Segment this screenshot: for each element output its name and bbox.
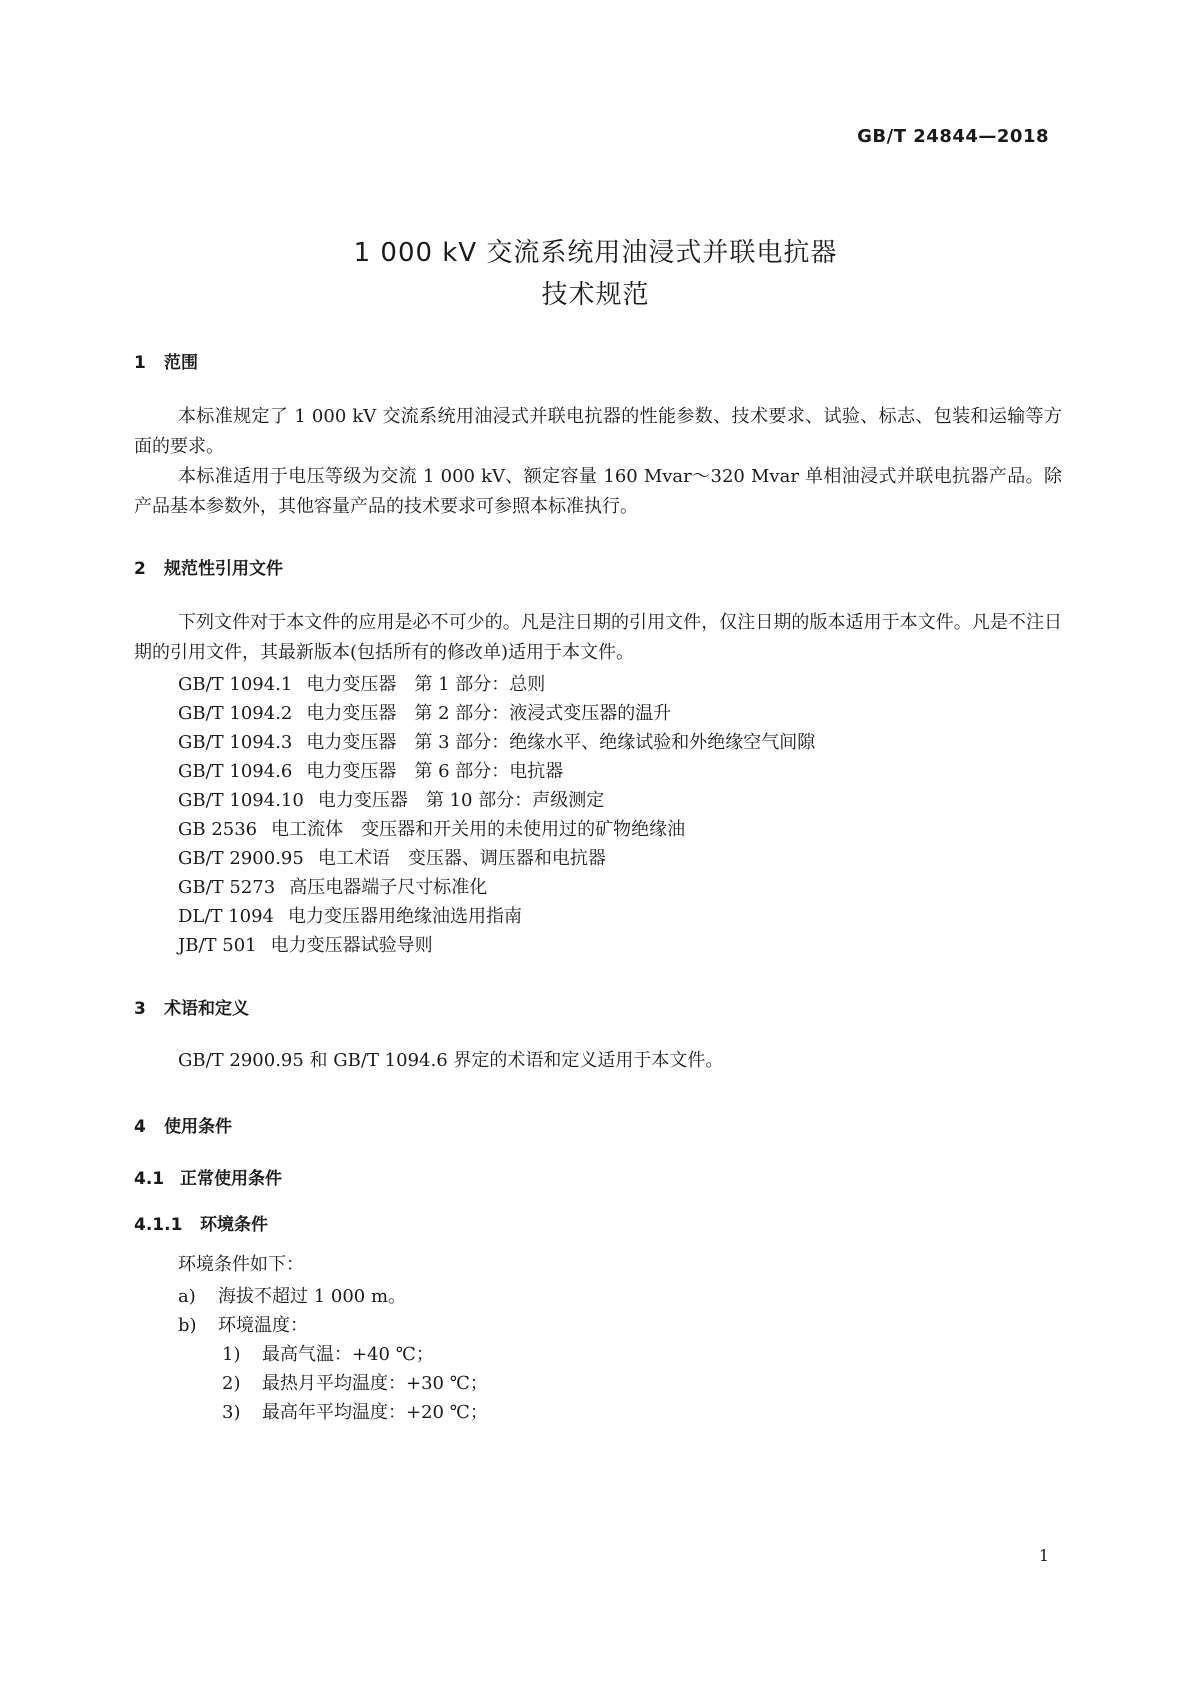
reference-code: GB/T 1094.3 [178,732,293,753]
reference-code: GB/T 1094.6 [178,761,293,782]
list-marker: 2) [222,1373,241,1394]
list-marker: 1) [222,1344,241,1365]
reference-item [178,931,433,957]
reference-title: 电力变压器 第 6 部分：电抗器 [306,761,564,782]
sub-list-item [222,1398,488,1424]
paragraph: 环境条件如下： [178,1254,304,1275]
reference-code: DL/T 1094 [178,906,274,927]
reference-title: 电力变压器试验导则 [270,935,433,956]
reference-title: 电力变压器 第 10 部分：声级测定 [317,790,605,811]
subsection-4-1-heading [134,1164,282,1189]
list-item [178,1311,308,1337]
list-marker: a) [178,1286,196,1307]
section-title: 范围 [164,353,198,373]
standard-code: GB/T 24844—2018 [857,126,1049,147]
reference-code: JB/T 501 [178,935,257,956]
list-text: 海拔不超过 1 000 m。 [218,1286,407,1307]
reference-code: GB/T 1094.1 [178,674,293,695]
reference-code: GB/T 2900.95 [178,848,304,869]
reference-item [178,844,606,870]
section-number: 1 [134,353,146,373]
section-number: 3 [134,999,146,1019]
reference-title: 电力变压器 第 3 部分：绝缘水平、绝缘试验和外绝缘空气间隙 [306,732,816,753]
list-marker: b) [178,1315,197,1336]
reference-code: GB/T 5273 [178,877,276,898]
reference-item [178,902,522,928]
section-1-heading [134,348,198,373]
section-4-heading [134,1112,232,1137]
reference-code: GB/T 1094.10 [178,790,304,811]
reference-item [178,699,671,725]
paragraph: 本标准规定了 1 000 kV 交流系统用油浸式并联电抗器的性能参数、技术要求、试验、标志、包装和运输等方面的要求。 [134,406,1062,457]
list-text: 环境温度： [218,1315,308,1336]
subsection-4-1-1-heading [134,1210,268,1235]
reference-code: GB/T 1094.2 [178,703,293,724]
reference-title: 电工流体 变压器和开关用的未使用过的矿物绝缘油 [271,819,686,840]
reference-title: 电力变压器 第 2 部分：液浸式变压器的温升 [306,703,672,724]
section-title: 规范性引用文件 [164,559,283,579]
reference-item [178,757,563,783]
section-title: 使用条件 [164,1117,232,1137]
section-number: 4.1.1 [134,1215,183,1235]
section-number: 2 [134,559,146,579]
section-number: 4.1 [134,1169,165,1189]
sub-list-item [222,1340,434,1366]
reference-item [178,873,487,899]
reference-item [178,786,604,812]
reference-item [178,670,545,696]
reference-item [178,815,685,841]
section-title: 环境条件 [200,1215,268,1235]
reference-title: 电工术语 变压器、调压器和电抗器 [317,848,606,869]
list-item [178,1282,406,1308]
paragraph: 下列文件对于本文件的应用是必不可少的。凡是注日期的引用文件，仅注日期的版本适用于本文件。凡是不注日期的引用文件，其最新版本(包括所有的修改单)适用于本文件。 [134,612,1062,663]
reference-title: 电力变压器用绝缘油选用指南 [288,906,522,927]
reference-item [178,728,815,754]
document-subtitle: 技术规范 [541,280,650,310]
reference-code: GB 2536 [178,819,258,840]
list-text: 最热月平均温度：+30 ℃； [262,1373,488,1394]
section-title: 术语和定义 [164,999,249,1019]
list-text: 最高气温：+40 ℃； [262,1344,434,1365]
paragraph: 本标准适用于电压等级为交流 1 000 kV、额定容量 160 Mvar～320 Mvar 单相油浸式并联电抗器产品。除产品基本参数外，其他容量产品的技术要求可参照本标准执行。 [134,466,1062,517]
list-marker: 3) [222,1402,241,1423]
section-number: 4 [134,1117,146,1137]
section-title: 正常使用条件 [180,1169,282,1189]
page-number: 1 [1038,1546,1049,1565]
reference-title: 电力变压器 第 1 部分：总则 [306,674,546,695]
sub-list-item [222,1369,488,1395]
list-text: 最高年平均温度：+20 ℃； [262,1402,488,1423]
section-2-heading [134,554,283,579]
reference-title: 高压电器端子尺寸标准化 [289,877,488,898]
paragraph: GB/T 2900.95 和 GB/T 1094.6 界定的术语和定义适用于本文件。 [178,1050,724,1071]
document-title: 1 000 kV 交流系统用油浸式并联电抗器 [353,238,838,268]
section-3-heading [134,994,249,1019]
